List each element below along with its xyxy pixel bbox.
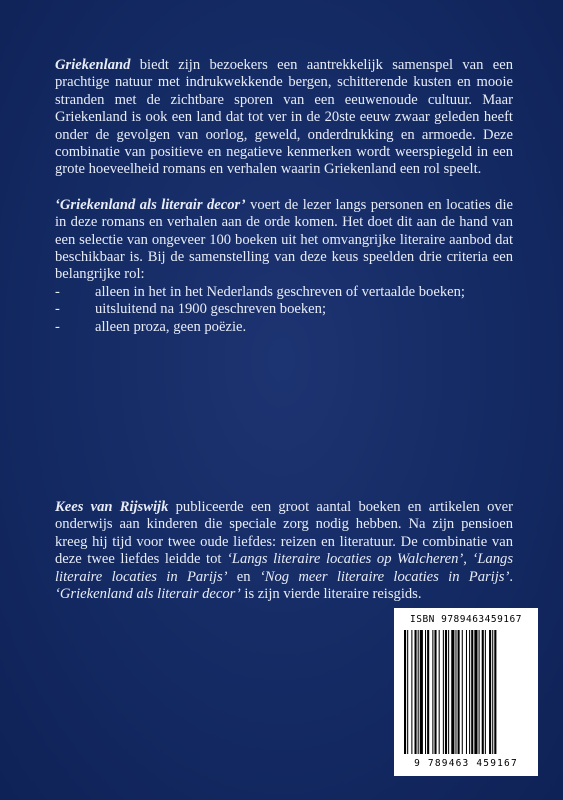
- author-name: Kees van Rijswijk: [55, 499, 169, 515]
- list-dash: -: [55, 301, 60, 318]
- separator: ,: [463, 551, 473, 568]
- list-item: [55, 284, 513, 301]
- list-dash: -: [55, 283, 60, 300]
- barcode-digits: 9 789463 459167: [414, 758, 518, 769]
- barcode-bars-icon: [402, 630, 530, 758]
- isbn-label: ISBN 9789463459167: [410, 614, 522, 625]
- blurb-text-1: biedt zijn bezoekers een aantrekkelijk samenspel van een prachtige natuur met indrukwekkende bergen, schitterende kusten en mooie stranden met de zichtbare sporen van een eeuwenoude cultuur. Maar Griekenland is ook een land dat tot ver in de 20ste eeuw zwaar geleden heeft onder de gevolgen van oorlog, geweld, onderdrukking en armoede. Deze combinatie van positieve en negatieve kenmerken wordt weerspiegeld in een grote hoeveelheid romans en verhalen waarin Griekenland een rol speelt.: [55, 57, 513, 178]
- blurb-lead-title: Griekenland: [55, 57, 131, 73]
- list-item: [55, 301, 513, 318]
- back-cover-text: [55, 57, 514, 603]
- list-item-text: alleen proza, geen poëzie.: [95, 318, 247, 335]
- separator: en: [227, 568, 260, 585]
- list-dash: -: [55, 318, 60, 335]
- author-bio: [55, 499, 513, 603]
- blurb-text-2: voert de lezer langs personen en locaties die in deze romans en verhalen aan de orde komen. Het doet dit aan de hand van een selectie van ongeveer 100 boeken uit het omvangrijke literaire aanbod dat beschikbaar is. Bij de samenstelling van deze keus speelden drie criteria een belangrijke rol:: [55, 196, 513, 283]
- author-bio-text: is zijn vierde literaire reisgids.: [240, 586, 422, 603]
- list-item-text: alleen in het in het Nederlands geschreven of vertaalde boeken;: [95, 283, 465, 300]
- book-title: ‘Griekenland als literair decor’: [55, 196, 246, 213]
- criteria-list: [55, 284, 513, 336]
- book-title: ‘Nog meer literaire locaties in Parijs’: [259, 568, 510, 585]
- author-bio-text: publiceerde een groot aantal boeken en artikelen over onderwijs aan kinderen die speciale zorg nodig hebben. Na zijn pensioen kreeg hij tijd voor twee oude liefdes: reizen en literatuur. De combinatie van deze twee liefdes leidde tot: [55, 499, 514, 568]
- book-title: ‘Langs literaire locaties op Walcheren’: [227, 551, 464, 568]
- list-item: [55, 319, 513, 336]
- isbn-barcode: [394, 608, 538, 776]
- book-title: ‘Griekenland als literair decor’: [55, 586, 241, 603]
- separator: .: [509, 568, 513, 585]
- book-title: ‘Langs literaire locaties in Parijs’: [55, 551, 513, 585]
- blurb-paragraph-2: [55, 197, 513, 284]
- blurb-paragraph-1: [55, 57, 513, 179]
- list-item-text: uitsluitend na 1900 geschreven boeken;: [95, 301, 327, 318]
